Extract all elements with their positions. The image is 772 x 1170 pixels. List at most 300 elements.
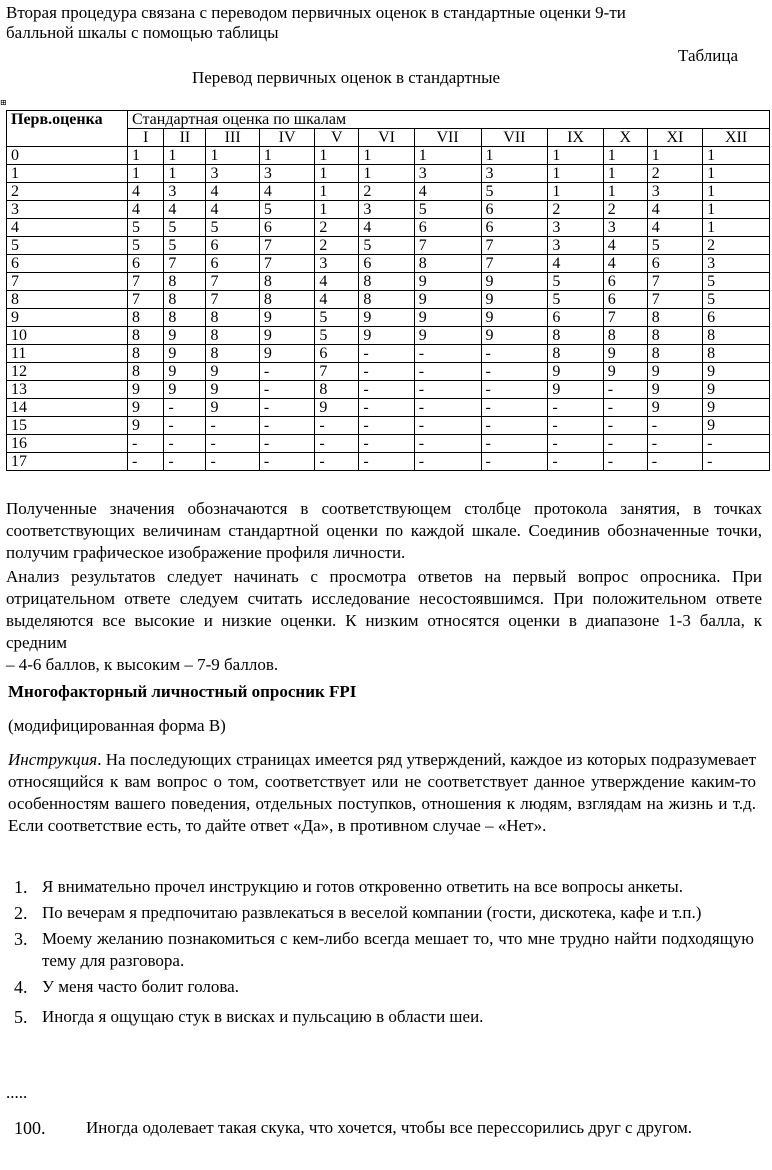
instruction-label: Инструкция xyxy=(8,750,98,769)
standard-score-cell: 2 xyxy=(647,165,702,183)
section-subheading: (модифицированная форма В) xyxy=(8,716,226,735)
scale-header: XII xyxy=(703,129,770,147)
table-row xyxy=(7,165,770,183)
question-text: У меня часто болит голова. xyxy=(42,977,239,996)
standard-score-cell: 1 xyxy=(164,165,206,183)
standard-score-cell: 4 xyxy=(414,183,481,201)
standard-score-cell: 4 xyxy=(548,255,603,273)
standard-score-cell: 1 xyxy=(703,183,770,201)
standard-score-cell: 6 xyxy=(647,255,702,273)
standard-score-cell: 5 xyxy=(164,237,206,255)
standard-score-cell: - xyxy=(647,453,702,471)
standard-score-cell: 6 xyxy=(315,345,359,363)
standard-score-cell: 8 xyxy=(206,309,259,327)
standard-score-cell: 9 xyxy=(206,363,259,381)
scale-header: II xyxy=(164,129,206,147)
section-heading: Многофакторный личностный опросник FPI xyxy=(8,682,357,701)
instruction xyxy=(8,749,756,837)
standard-score-cell: - xyxy=(548,417,603,435)
standard-score-cell: 1 xyxy=(603,183,647,201)
standard-score-cell: 9 xyxy=(603,345,647,363)
standard-score-cell: 9 xyxy=(703,363,770,381)
table-row xyxy=(7,219,770,237)
standard-score-cell: 3 xyxy=(548,219,603,237)
primary-score-cell: 15 xyxy=(7,417,128,435)
question-list xyxy=(6,876,754,1032)
standard-score-cell: - xyxy=(164,417,206,435)
standard-score-cell: 8 xyxy=(206,345,259,363)
table-row xyxy=(7,399,770,417)
standard-score-cell: 4 xyxy=(603,255,647,273)
standard-score-cell: 1 xyxy=(703,165,770,183)
standard-score-cell: 9 xyxy=(548,363,603,381)
header-primary-score: Перв.оценка xyxy=(7,111,128,147)
standard-score-cell: 8 xyxy=(359,291,414,309)
standard-score-cell: 4 xyxy=(206,201,259,219)
standard-score-cell: 1 xyxy=(603,165,647,183)
standard-score-cell: - xyxy=(206,453,259,471)
table-row xyxy=(7,327,770,345)
table-row xyxy=(7,183,770,201)
question-item xyxy=(6,976,754,998)
scale-header: I xyxy=(128,129,164,147)
standard-score-cell: 5 xyxy=(128,237,164,255)
standard-score-cell: 8 xyxy=(164,273,206,291)
standard-score-cell: 8 xyxy=(703,327,770,345)
standard-score-cell: - xyxy=(128,453,164,471)
last-question-number: 100. xyxy=(14,1118,46,1138)
last-question xyxy=(14,1117,726,1139)
standard-score-cell: 9 xyxy=(414,327,481,345)
standard-score-cell: 7 xyxy=(259,255,314,273)
scale-header: VI xyxy=(359,129,414,147)
primary-score-cell: 12 xyxy=(7,363,128,381)
standard-score-cell: 8 xyxy=(128,345,164,363)
standard-score-cell: 3 xyxy=(359,201,414,219)
table-title: Перевод первичных оценок в стандартные xyxy=(191,68,501,87)
standard-score-cell: 1 xyxy=(414,147,481,165)
standard-score-cell: 9 xyxy=(414,291,481,309)
table-row xyxy=(7,345,770,363)
primary-score-cell: 6 xyxy=(7,255,128,273)
standard-score-cell: 7 xyxy=(315,363,359,381)
standard-score-cell: 9 xyxy=(259,309,314,327)
intro-line-1: Вторая процедура связана с переводом первичных оценок в стандартные оценки 9-ти xyxy=(6,3,626,22)
standard-score-cell: 8 xyxy=(128,327,164,345)
standard-score-cell: 6 xyxy=(414,219,481,237)
standard-score-cell: - xyxy=(481,417,548,435)
standard-score-cell: 2 xyxy=(315,219,359,237)
standard-score-cell: 9 xyxy=(259,345,314,363)
standard-score-cell: 9 xyxy=(259,327,314,345)
standard-score-cell: 8 xyxy=(647,327,702,345)
primary-score-cell: 11 xyxy=(7,345,128,363)
standard-score-cell: 3 xyxy=(603,219,647,237)
standard-score-cell: 8 xyxy=(603,327,647,345)
standard-score-cell: 9 xyxy=(481,291,548,309)
table-anchor-icon: ⊞ xyxy=(0,98,7,107)
standard-score-cell: 8 xyxy=(128,309,164,327)
standard-score-cell: 9 xyxy=(481,327,548,345)
primary-score-cell: 14 xyxy=(7,399,128,417)
standard-score-cell: 1 xyxy=(315,147,359,165)
standard-score-cell: 8 xyxy=(164,291,206,309)
scale-header: V xyxy=(315,129,359,147)
standard-score-cell: 1 xyxy=(548,183,603,201)
table-label: Таблица xyxy=(678,46,738,65)
standard-score-cell: - xyxy=(164,399,206,417)
standard-score-cell: 8 xyxy=(128,363,164,381)
standard-score-cell: 6 xyxy=(481,219,548,237)
standard-score-cell: - xyxy=(481,363,548,381)
paragraph-3: – 4-6 баллов, к высоким – 7-9 баллов. xyxy=(6,655,279,674)
standard-score-cell: - xyxy=(259,381,314,399)
standard-score-cell: - xyxy=(647,417,702,435)
standard-score-cell: - xyxy=(414,363,481,381)
standard-score-cell: - xyxy=(548,399,603,417)
standard-score-cell: 7 xyxy=(206,291,259,309)
standard-score-cell: 4 xyxy=(603,237,647,255)
question-number: 5. xyxy=(14,1007,28,1027)
standard-score-cell: - xyxy=(414,435,481,453)
table-row xyxy=(7,201,770,219)
standard-score-cell: 1 xyxy=(315,201,359,219)
question-number: 3. xyxy=(14,929,28,949)
standard-score-cell: 9 xyxy=(164,363,206,381)
standard-score-cell: 7 xyxy=(259,237,314,255)
standard-score-cell: 2 xyxy=(548,201,603,219)
table-row xyxy=(7,273,770,291)
standard-score-cell: 8 xyxy=(259,291,314,309)
standard-score-cell: 6 xyxy=(603,291,647,309)
standard-score-cell: 5 xyxy=(164,219,206,237)
standard-score-cell: 3 xyxy=(647,183,702,201)
standard-score-cell: 5 xyxy=(206,219,259,237)
standard-score-cell: 8 xyxy=(647,345,702,363)
standard-score-cell: 1 xyxy=(548,147,603,165)
standard-score-cell: 3 xyxy=(703,255,770,273)
primary-score-cell: 5 xyxy=(7,237,128,255)
standard-score-cell: 7 xyxy=(603,309,647,327)
primary-score-cell: 0 xyxy=(7,147,128,165)
scale-header: IX xyxy=(548,129,603,147)
standard-score-cell: 5 xyxy=(414,201,481,219)
standard-score-cell: 9 xyxy=(206,399,259,417)
standard-score-cell: - xyxy=(481,453,548,471)
standard-score-cell: 5 xyxy=(315,309,359,327)
standard-score-cell: - xyxy=(414,345,481,363)
standard-score-cell: - xyxy=(603,453,647,471)
standard-score-cell: 7 xyxy=(414,237,481,255)
standard-score-cell: - xyxy=(359,435,414,453)
standard-score-cell: 9 xyxy=(315,399,359,417)
standard-score-cell: 5 xyxy=(548,291,603,309)
standard-score-cell: 8 xyxy=(703,345,770,363)
standard-score-cell: 1 xyxy=(206,147,259,165)
standard-score-cell: 9 xyxy=(164,327,206,345)
primary-score-cell: 8 xyxy=(7,291,128,309)
conversion-table xyxy=(6,110,770,471)
standard-score-cell: 1 xyxy=(359,165,414,183)
standard-score-cell: 1 xyxy=(164,147,206,165)
standard-score-cell: 9 xyxy=(481,309,548,327)
standard-score-cell: 2 xyxy=(359,183,414,201)
standard-score-cell: - xyxy=(647,435,702,453)
standard-score-cell: 9 xyxy=(128,417,164,435)
standard-score-cell: 3 xyxy=(315,255,359,273)
standard-score-cell: - xyxy=(359,381,414,399)
primary-score-cell: 9 xyxy=(7,309,128,327)
primary-score-cell: 1 xyxy=(7,165,128,183)
standard-score-cell: 5 xyxy=(315,327,359,345)
standard-score-cell: - xyxy=(359,453,414,471)
standard-score-cell: - xyxy=(359,345,414,363)
standard-score-cell: 5 xyxy=(703,273,770,291)
standard-score-cell: - xyxy=(548,435,603,453)
standard-score-cell: 1 xyxy=(603,147,647,165)
standard-score-cell: 1 xyxy=(647,147,702,165)
primary-score-cell: 4 xyxy=(7,219,128,237)
standard-score-cell: 9 xyxy=(359,327,414,345)
standard-score-cell: 4 xyxy=(206,183,259,201)
standard-score-cell: - xyxy=(259,399,314,417)
standard-score-cell: 8 xyxy=(164,309,206,327)
standard-score-cell: 9 xyxy=(647,381,702,399)
instruction-text: . На последующих страницах имеется ряд утверждений, каждое из которых подразумевает относящийся к вам вопрос о том, соответствует или не соответствует данное утверждение каким-то особенностям вашего поведения, отдельных поступков, отношения к людям, взглядам на жизнь и т.д. Если соответствие есть, то дайте ответ «Да», в противном случае – «Нет». xyxy=(8,750,756,835)
intro-line-2: балльной шкалы с помощью таблицы xyxy=(6,23,279,42)
table-row xyxy=(7,309,770,327)
standard-score-cell: 7 xyxy=(647,273,702,291)
header-standard-score: Стандартная оценка по шкалам xyxy=(128,111,770,129)
standard-score-cell: - xyxy=(315,417,359,435)
standard-score-cell: 3 xyxy=(259,165,314,183)
standard-score-cell: - xyxy=(414,381,481,399)
standard-score-cell: - xyxy=(414,399,481,417)
standard-score-cell: 5 xyxy=(359,237,414,255)
table-row xyxy=(7,255,770,273)
standard-score-cell: - xyxy=(481,345,548,363)
standard-score-cell: - xyxy=(259,435,314,453)
standard-score-cell: - xyxy=(414,453,481,471)
standard-score-cell: 1 xyxy=(359,147,414,165)
standard-score-cell: 4 xyxy=(164,201,206,219)
standard-score-cell: 8 xyxy=(414,255,481,273)
standard-score-cell: 9 xyxy=(128,381,164,399)
standard-score-cell: 9 xyxy=(164,345,206,363)
primary-score-cell: 13 xyxy=(7,381,128,399)
standard-score-cell: - xyxy=(548,453,603,471)
standard-score-cell: - xyxy=(481,381,548,399)
question-number: 1. xyxy=(14,877,28,897)
standard-score-cell: - xyxy=(603,417,647,435)
question-item xyxy=(6,876,754,898)
question-text: По вечерам я предпочитаю развлекаться в веселой компании (гости, дискотека, кафе и т.п.) xyxy=(42,903,702,922)
standard-score-cell: 6 xyxy=(548,309,603,327)
question-text: Моему желанию познакомиться с кем-либо всегда мешает то, что мне трудно найти подходящую тему для разговора. xyxy=(42,929,754,970)
standard-score-cell: 7 xyxy=(128,291,164,309)
standard-score-cell: 5 xyxy=(259,201,314,219)
scale-header: III xyxy=(206,129,259,147)
scale-header: IV xyxy=(259,129,314,147)
standard-score-cell: 9 xyxy=(703,381,770,399)
standard-score-cell: 9 xyxy=(703,399,770,417)
standard-score-cell: 4 xyxy=(128,201,164,219)
scale-header: VII xyxy=(481,129,548,147)
standard-score-cell: - xyxy=(206,417,259,435)
standard-score-cell: 9 xyxy=(359,309,414,327)
primary-score-cell: 3 xyxy=(7,201,128,219)
scale-header: VII xyxy=(414,129,481,147)
standard-score-cell: 7 xyxy=(128,273,164,291)
standard-score-cell: 1 xyxy=(315,183,359,201)
standard-score-cell: 1 xyxy=(481,147,548,165)
standard-score-cell: - xyxy=(603,381,647,399)
standard-score-cell: 9 xyxy=(481,273,548,291)
standard-score-cell: 3 xyxy=(206,165,259,183)
standard-score-cell: 8 xyxy=(259,273,314,291)
paragraph-2: Анализ результатов следует начинать с просмотра ответов на первый вопрос опросника. При отрицательном ответе следуем считать исследование несостоявшимся. При положительном ответе выделяются все высокие и низкие оценки. К низким относятся оценки в диапазоне 1-3 балла, к средним xyxy=(6,567,762,652)
standard-score-cell: 8 xyxy=(548,327,603,345)
standard-score-cell: 3 xyxy=(164,183,206,201)
standard-score-cell: 3 xyxy=(481,165,548,183)
standard-score-cell: 6 xyxy=(359,255,414,273)
standard-score-cell: 8 xyxy=(206,327,259,345)
standard-score-cell: 9 xyxy=(206,381,259,399)
standard-score-cell: 1 xyxy=(128,147,164,165)
standard-score-cell: 8 xyxy=(359,273,414,291)
standard-score-cell: 4 xyxy=(315,291,359,309)
standard-score-cell: 4 xyxy=(647,219,702,237)
last-question-text: Иногда одолевает такая скука, что хочется, чтобы все перессорились друг с другом. xyxy=(86,1118,692,1137)
standard-score-cell: 9 xyxy=(647,363,702,381)
standard-score-cell: 8 xyxy=(548,345,603,363)
standard-score-cell: 1 xyxy=(703,201,770,219)
question-item xyxy=(6,902,754,924)
standard-score-cell: 9 xyxy=(603,363,647,381)
standard-score-cell: 5 xyxy=(481,183,548,201)
standard-score-cell: 8 xyxy=(315,381,359,399)
standard-score-cell: 1 xyxy=(128,165,164,183)
table-row xyxy=(7,237,770,255)
standard-score-cell: 9 xyxy=(164,381,206,399)
standard-score-cell: 8 xyxy=(647,309,702,327)
standard-score-cell: - xyxy=(315,453,359,471)
scale-header: XI xyxy=(647,129,702,147)
standard-score-cell: 6 xyxy=(206,237,259,255)
standard-score-cell: 9 xyxy=(414,273,481,291)
primary-score-cell: 17 xyxy=(7,453,128,471)
paragraph-1: Полученные значения обозначаются в соответствующем столбце протокола занятия, в точках соответствующих величинам стандартной оценки по каждой шкале. Соединив обозначенные точки, получим графическое изображение профиля личности. xyxy=(6,499,762,562)
standard-score-cell: 6 xyxy=(259,219,314,237)
standard-score-cell: 1 xyxy=(548,165,603,183)
standard-score-cell: 7 xyxy=(481,255,548,273)
standard-score-cell: - xyxy=(481,435,548,453)
standard-score-cell: 4 xyxy=(359,219,414,237)
primary-score-cell: 7 xyxy=(7,273,128,291)
standard-score-cell: 7 xyxy=(164,255,206,273)
standard-score-cell: 6 xyxy=(603,273,647,291)
question-text: Я внимательно прочел инструкцию и готов откровенно ответить на все вопросы анкеты. xyxy=(42,877,683,896)
standard-score-cell: 9 xyxy=(414,309,481,327)
standard-score-cell: 7 xyxy=(647,291,702,309)
standard-score-cell: 4 xyxy=(128,183,164,201)
question-number: 4. xyxy=(14,977,28,997)
standard-score-cell: 1 xyxy=(703,147,770,165)
table-row xyxy=(7,363,770,381)
standard-score-cell: 3 xyxy=(548,237,603,255)
standard-score-cell: 2 xyxy=(315,237,359,255)
table-row xyxy=(7,417,770,435)
standard-score-cell: 5 xyxy=(703,291,770,309)
table-row xyxy=(7,453,770,471)
standard-score-cell: - xyxy=(259,417,314,435)
standard-score-cell: 4 xyxy=(259,183,314,201)
question-text: Иногда я ощущаю стук в висках и пульсацию в области шеи. xyxy=(42,1007,484,1026)
standard-score-cell: - xyxy=(259,363,314,381)
standard-score-cell: 1 xyxy=(259,147,314,165)
standard-score-cell: - xyxy=(164,435,206,453)
standard-score-cell: - xyxy=(315,435,359,453)
standard-score-cell: 6 xyxy=(703,309,770,327)
standard-score-cell: 5 xyxy=(548,273,603,291)
standard-score-cell: 6 xyxy=(128,255,164,273)
standard-score-cell: - xyxy=(359,417,414,435)
standard-score-cell: - xyxy=(703,435,770,453)
question-number: 2. xyxy=(14,903,28,923)
standard-score-cell: - xyxy=(481,399,548,417)
standard-score-cell: 4 xyxy=(647,201,702,219)
standard-score-cell: 3 xyxy=(414,165,481,183)
standard-score-cell: - xyxy=(414,417,481,435)
standard-score-cell: 6 xyxy=(481,201,548,219)
standard-score-cell: 4 xyxy=(315,273,359,291)
standard-score-cell: - xyxy=(703,453,770,471)
standard-score-cell: 5 xyxy=(647,237,702,255)
standard-score-cell: - xyxy=(359,363,414,381)
standard-score-cell: 2 xyxy=(703,237,770,255)
primary-score-cell: 16 xyxy=(7,435,128,453)
standard-score-cell: - xyxy=(603,399,647,417)
primary-score-cell: 2 xyxy=(7,183,128,201)
standard-score-cell: 7 xyxy=(206,273,259,291)
standard-score-cell: 1 xyxy=(703,219,770,237)
scale-header: X xyxy=(603,129,647,147)
table-row xyxy=(7,147,770,165)
standard-score-cell: 5 xyxy=(128,219,164,237)
question-item xyxy=(6,1006,754,1028)
table-row xyxy=(7,381,770,399)
table-row xyxy=(7,435,770,453)
standard-score-cell: 9 xyxy=(647,399,702,417)
question-item xyxy=(6,928,754,972)
table-row xyxy=(7,291,770,309)
primary-score-cell: 10 xyxy=(7,327,128,345)
standard-score-cell: 2 xyxy=(603,201,647,219)
standard-score-cell: 1 xyxy=(315,165,359,183)
ellipsis: ..... xyxy=(6,1083,28,1102)
standard-score-cell: - xyxy=(359,399,414,417)
standard-score-cell: - xyxy=(259,453,314,471)
standard-score-cell: - xyxy=(603,435,647,453)
standard-score-cell: 9 xyxy=(548,381,603,399)
standard-score-cell: 6 xyxy=(206,255,259,273)
standard-score-cell: 9 xyxy=(128,399,164,417)
standard-score-cell: 7 xyxy=(481,237,548,255)
standard-score-cell: 9 xyxy=(703,417,770,435)
standard-score-cell: - xyxy=(164,453,206,471)
standard-score-cell: - xyxy=(128,435,164,453)
standard-score-cell: - xyxy=(206,435,259,453)
